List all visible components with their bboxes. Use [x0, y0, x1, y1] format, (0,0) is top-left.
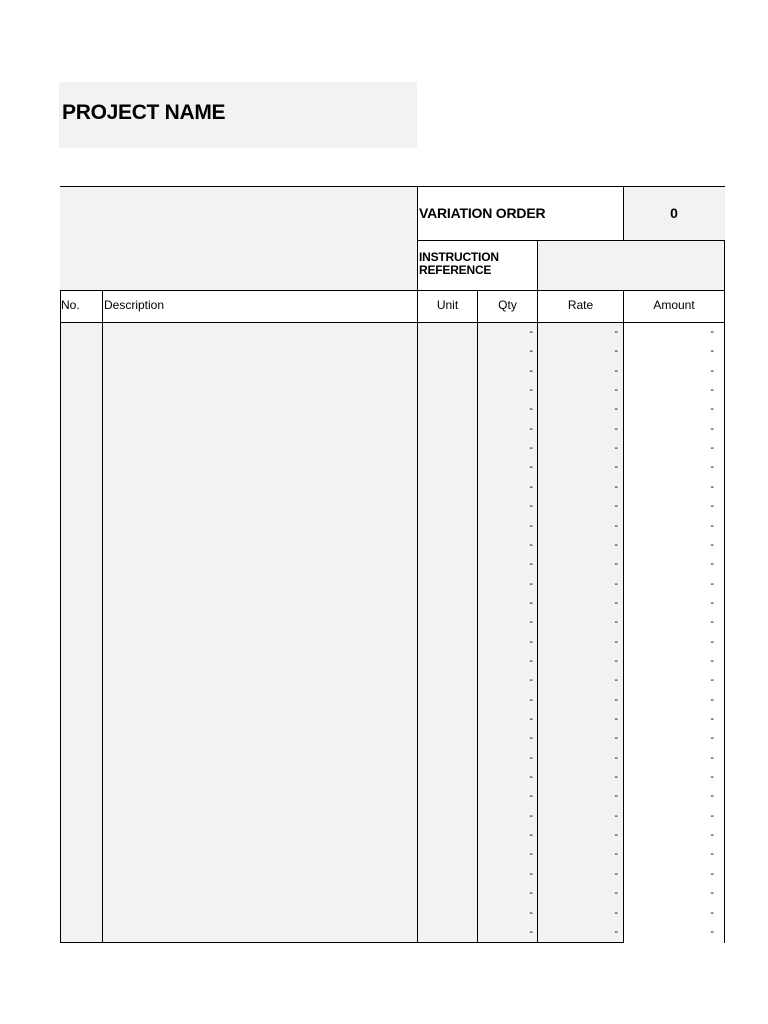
qty-cell: - [529, 751, 533, 764]
table-body-grey [60, 322, 623, 942]
qty-cell: - [529, 403, 533, 416]
rate-cell: - [614, 848, 618, 861]
col-header-unit: Unit [436, 298, 459, 312]
qty-cell: - [529, 442, 533, 455]
unit-col-divider [477, 290, 478, 943]
amount-cell: - [710, 925, 714, 938]
col-header-qty: Qty [498, 298, 517, 312]
amount-cell: - [710, 829, 714, 842]
amount-cell: - [710, 364, 714, 377]
top-border [60, 186, 725, 187]
qty-cell: - [529, 596, 533, 609]
qty-cell: - [529, 422, 533, 435]
rate-cell: - [614, 751, 618, 764]
project-title: PROJECT NAME [62, 101, 226, 124]
instruction-value-cell[interactable] [538, 241, 725, 290]
col-header-amount: Amount [653, 298, 695, 312]
header-row-top-border [60, 290, 725, 291]
amount-cell: - [710, 771, 714, 784]
qty-cell: - [529, 519, 533, 532]
rate-cell: - [614, 809, 618, 822]
amount-cell: - [710, 848, 714, 861]
qty-cell: - [529, 538, 533, 551]
amount-cell: - [710, 790, 714, 803]
left-border [60, 290, 61, 943]
qty-cell: - [529, 809, 533, 822]
amount-cell: - [710, 577, 714, 590]
qty-cell: - [529, 461, 533, 474]
qty-cell: - [529, 906, 533, 919]
vo-bottom-border [417, 240, 725, 241]
col-header-description: Description [104, 298, 165, 312]
amount-cell: - [710, 713, 714, 725]
qty-cell: - [529, 558, 533, 571]
qty-cell: - [529, 674, 533, 687]
amount-cell: - [710, 345, 714, 358]
rate-cell: - [614, 925, 618, 938]
qty-cell: - [529, 790, 533, 803]
amount-cell: - [710, 809, 714, 822]
rate-cell: - [614, 713, 618, 725]
instruction-line-1: INSTRUCTION [419, 250, 499, 264]
col-header-rate: Rate [567, 298, 594, 312]
rate-cell: - [614, 693, 618, 706]
rate-cell: - [614, 616, 618, 629]
header-row-bottom-border [60, 322, 725, 323]
qty-cell: - [529, 771, 533, 784]
right-border [724, 240, 725, 943]
amount-cell: - [710, 558, 714, 571]
rate-cell: - [614, 674, 618, 687]
amount-cell: - [710, 616, 714, 629]
rate-col-divider-lower [623, 290, 624, 943]
qty-cell: - [529, 829, 533, 842]
rate-cell: - [614, 906, 618, 919]
qty-cell: - [529, 326, 533, 338]
rate-cell: - [614, 422, 618, 435]
rate-cell: - [614, 558, 618, 571]
instruction-line-2: REFERENCE [419, 263, 492, 277]
rate-cell: - [614, 519, 618, 532]
amount-cell: - [710, 500, 714, 513]
col-header-no: No. [61, 298, 80, 312]
rate-cell: - [614, 384, 618, 397]
amount-cell: - [710, 751, 714, 764]
qty-cell: - [529, 480, 533, 493]
qty-cell: - [529, 654, 533, 667]
amount-cell: - [710, 384, 714, 397]
rate-cell: - [614, 403, 618, 416]
amount-cell: - [710, 906, 714, 919]
amount-cell: - [710, 693, 714, 706]
qty-cell: - [529, 635, 533, 648]
rate-cell: - [614, 461, 618, 474]
header-blank-area [60, 187, 417, 290]
instruction-divider [537, 240, 538, 943]
rate-cell: - [614, 732, 618, 745]
rate-cell: - [614, 887, 618, 900]
rate-cell: - [614, 577, 618, 590]
qty-cell: - [529, 577, 533, 590]
rate-cell: - [614, 538, 618, 551]
rate-cell: - [614, 596, 618, 609]
qty-cell: - [529, 713, 533, 725]
amount-cell: - [710, 596, 714, 609]
rate-cell: - [614, 345, 618, 358]
rate-cell: - [614, 790, 618, 803]
rate-cell: - [614, 829, 618, 842]
variation-order-label: VARIATION ORDER [419, 205, 546, 221]
qty-cell: - [529, 500, 533, 513]
qty-cell: - [529, 925, 533, 938]
qty-cell: - [529, 616, 533, 629]
qty-cell: - [529, 848, 533, 861]
rate-cell: - [614, 480, 618, 493]
qty-cell: - [529, 732, 533, 745]
rate-cell: - [614, 364, 618, 377]
amount-cell: - [710, 422, 714, 435]
qty-cell: - [529, 887, 533, 900]
rate-cell: - [614, 654, 618, 667]
rate-cell: - [614, 635, 618, 648]
amount-cell: - [710, 403, 714, 416]
amount-cell: - [710, 732, 714, 745]
amount-cell: - [710, 674, 714, 687]
amount-cell: - [710, 480, 714, 493]
amount-cell: - [710, 461, 714, 474]
instruction-reference-label [419, 251, 499, 277]
variation-order-number: 0 [670, 205, 678, 221]
rate-cell: - [614, 326, 618, 338]
rate-cell: - [614, 867, 618, 880]
amount-cell: - [710, 887, 714, 900]
amount-cell: - [710, 867, 714, 880]
qty-cell: - [529, 345, 533, 358]
amount-cell: - [710, 519, 714, 532]
amount-cell: - [710, 654, 714, 667]
amount-cell: - [710, 635, 714, 648]
qty-cell: - [529, 384, 533, 397]
qty-cell: - [529, 364, 533, 377]
rate-cell: - [614, 442, 618, 455]
amount-cell: - [710, 442, 714, 455]
rate-cell: - [614, 771, 618, 784]
amount-cell: - [710, 538, 714, 551]
amount-cell: - [710, 326, 714, 338]
qty-cell: - [529, 693, 533, 706]
qty-cell: - [529, 867, 533, 880]
table-bottom-border [60, 942, 623, 943]
rate-cell: - [614, 500, 618, 513]
no-col-divider [102, 290, 103, 943]
